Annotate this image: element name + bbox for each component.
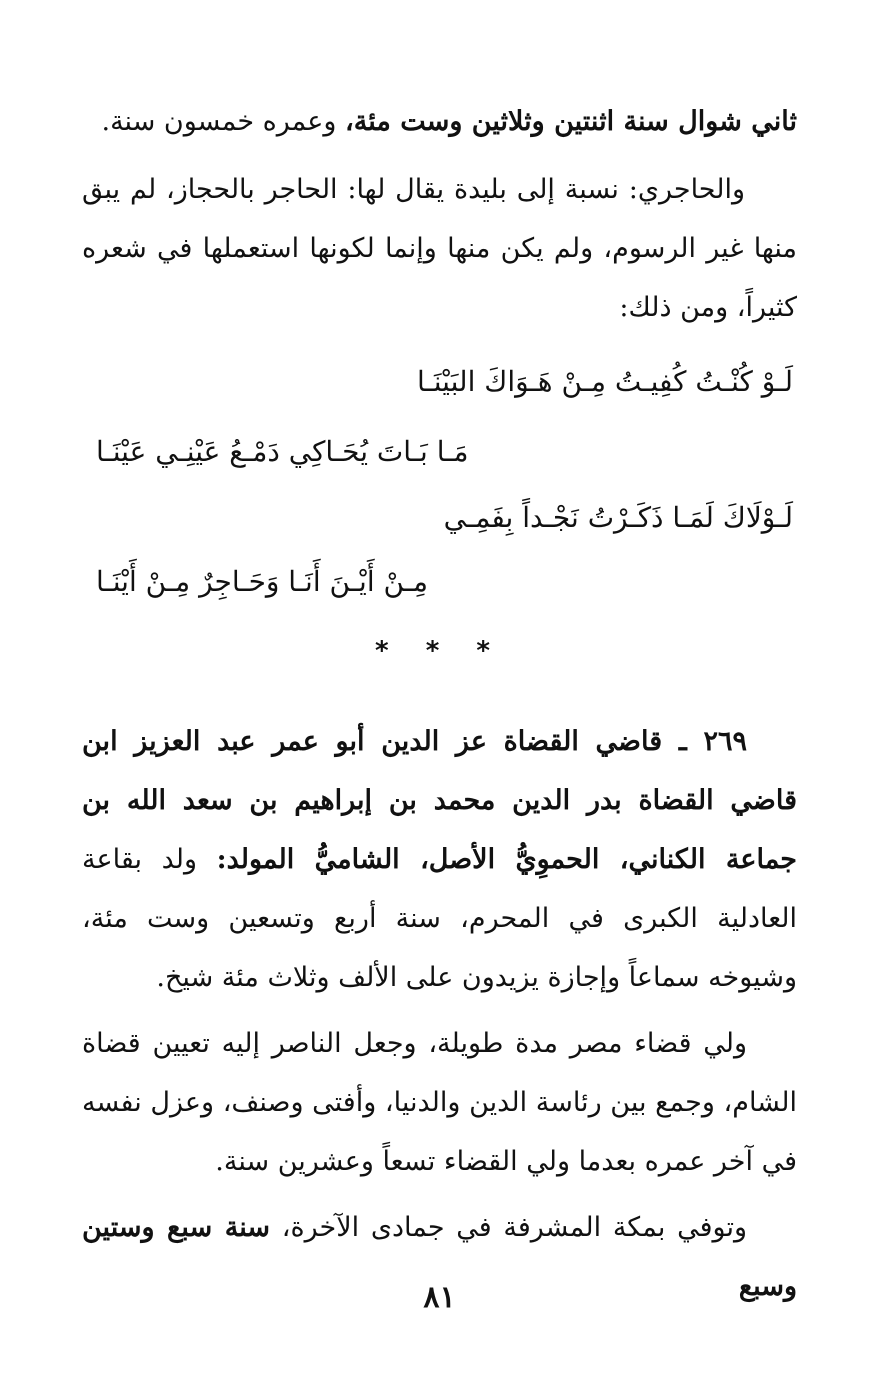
section-separator: * * * xyxy=(375,636,504,666)
age-text: وعمره خمسون سنة. xyxy=(101,106,346,137)
entry-heading: ٢٦٩ ـ قاضي القضاة عز الدين أبو عمر عبد العزيز ابن قاضي القضاة بدر الدين محمد بن إبراهيم بن سعد الله بن جماعة الكناني، الحموِيُّ الأصل، الشاميُّ المولد: xyxy=(82,726,797,875)
biography-entry-269 xyxy=(82,712,797,1007)
poem-verse-2: مَـا بَـاتَ يُحَـاكِي دَمْـعُ عَيْنِـي عَيْنَـا xyxy=(96,435,469,468)
death-date-bold: ثاني شوال سنة اثنتين وثلاثين وست مئة، xyxy=(345,106,797,137)
paragraph-continuation xyxy=(82,92,797,151)
paragraph-career: ولي قضاء مصر مدة طويلة، وجعل الناصر إليه تعيين قضاة الشام، وجمع بين رئاسة الدين والدنيا، وأفتى وصنف، وعزل نفسه في آخر عمره بعدما ولي القضاء تسعاً وعشرين سنة. xyxy=(82,1028,797,1177)
paragraph-hajiri-note: والحاجري: نسبة إلى بليدة يقال لها: الحاجر بالحجاز، لم يبق منها غير الرسوم، ولم يكن منها وإنما لكونها استعملها في شعره كثيراً، ومن ذلك: xyxy=(82,174,797,323)
death-place-text: وتوفي بمكة المشرفة في جمادى الآخرة، xyxy=(270,1212,747,1243)
page-number: ٨١ xyxy=(423,1280,456,1315)
poem-verse-4: مِـنْ أَيْـنَ أَنَـا وَحَـاجِرٌ مِـنْ أَيْنَـا xyxy=(96,565,429,598)
poem-verse-1: لَـوْ كُنْـتُ كُفِيـتُ مِـنْ هَـوَاكَ البَيْنَـا xyxy=(416,365,793,398)
death-year-bold: سنة سبع وستين وسبع xyxy=(82,1212,797,1302)
poem-verse-3: لَـوْلَاكَ لَمَـا ذَكَـرْتُ نَجْـداً بِفَمِـي xyxy=(443,501,793,534)
entry-body: ولد بقاعة العادلية الكبرى في المحرم، سنة أربع وتسعين وست مئة، وشيوخه سماعاً وإجازة يزيدون على الألف وثلاث مئة شيخ. xyxy=(82,844,797,993)
